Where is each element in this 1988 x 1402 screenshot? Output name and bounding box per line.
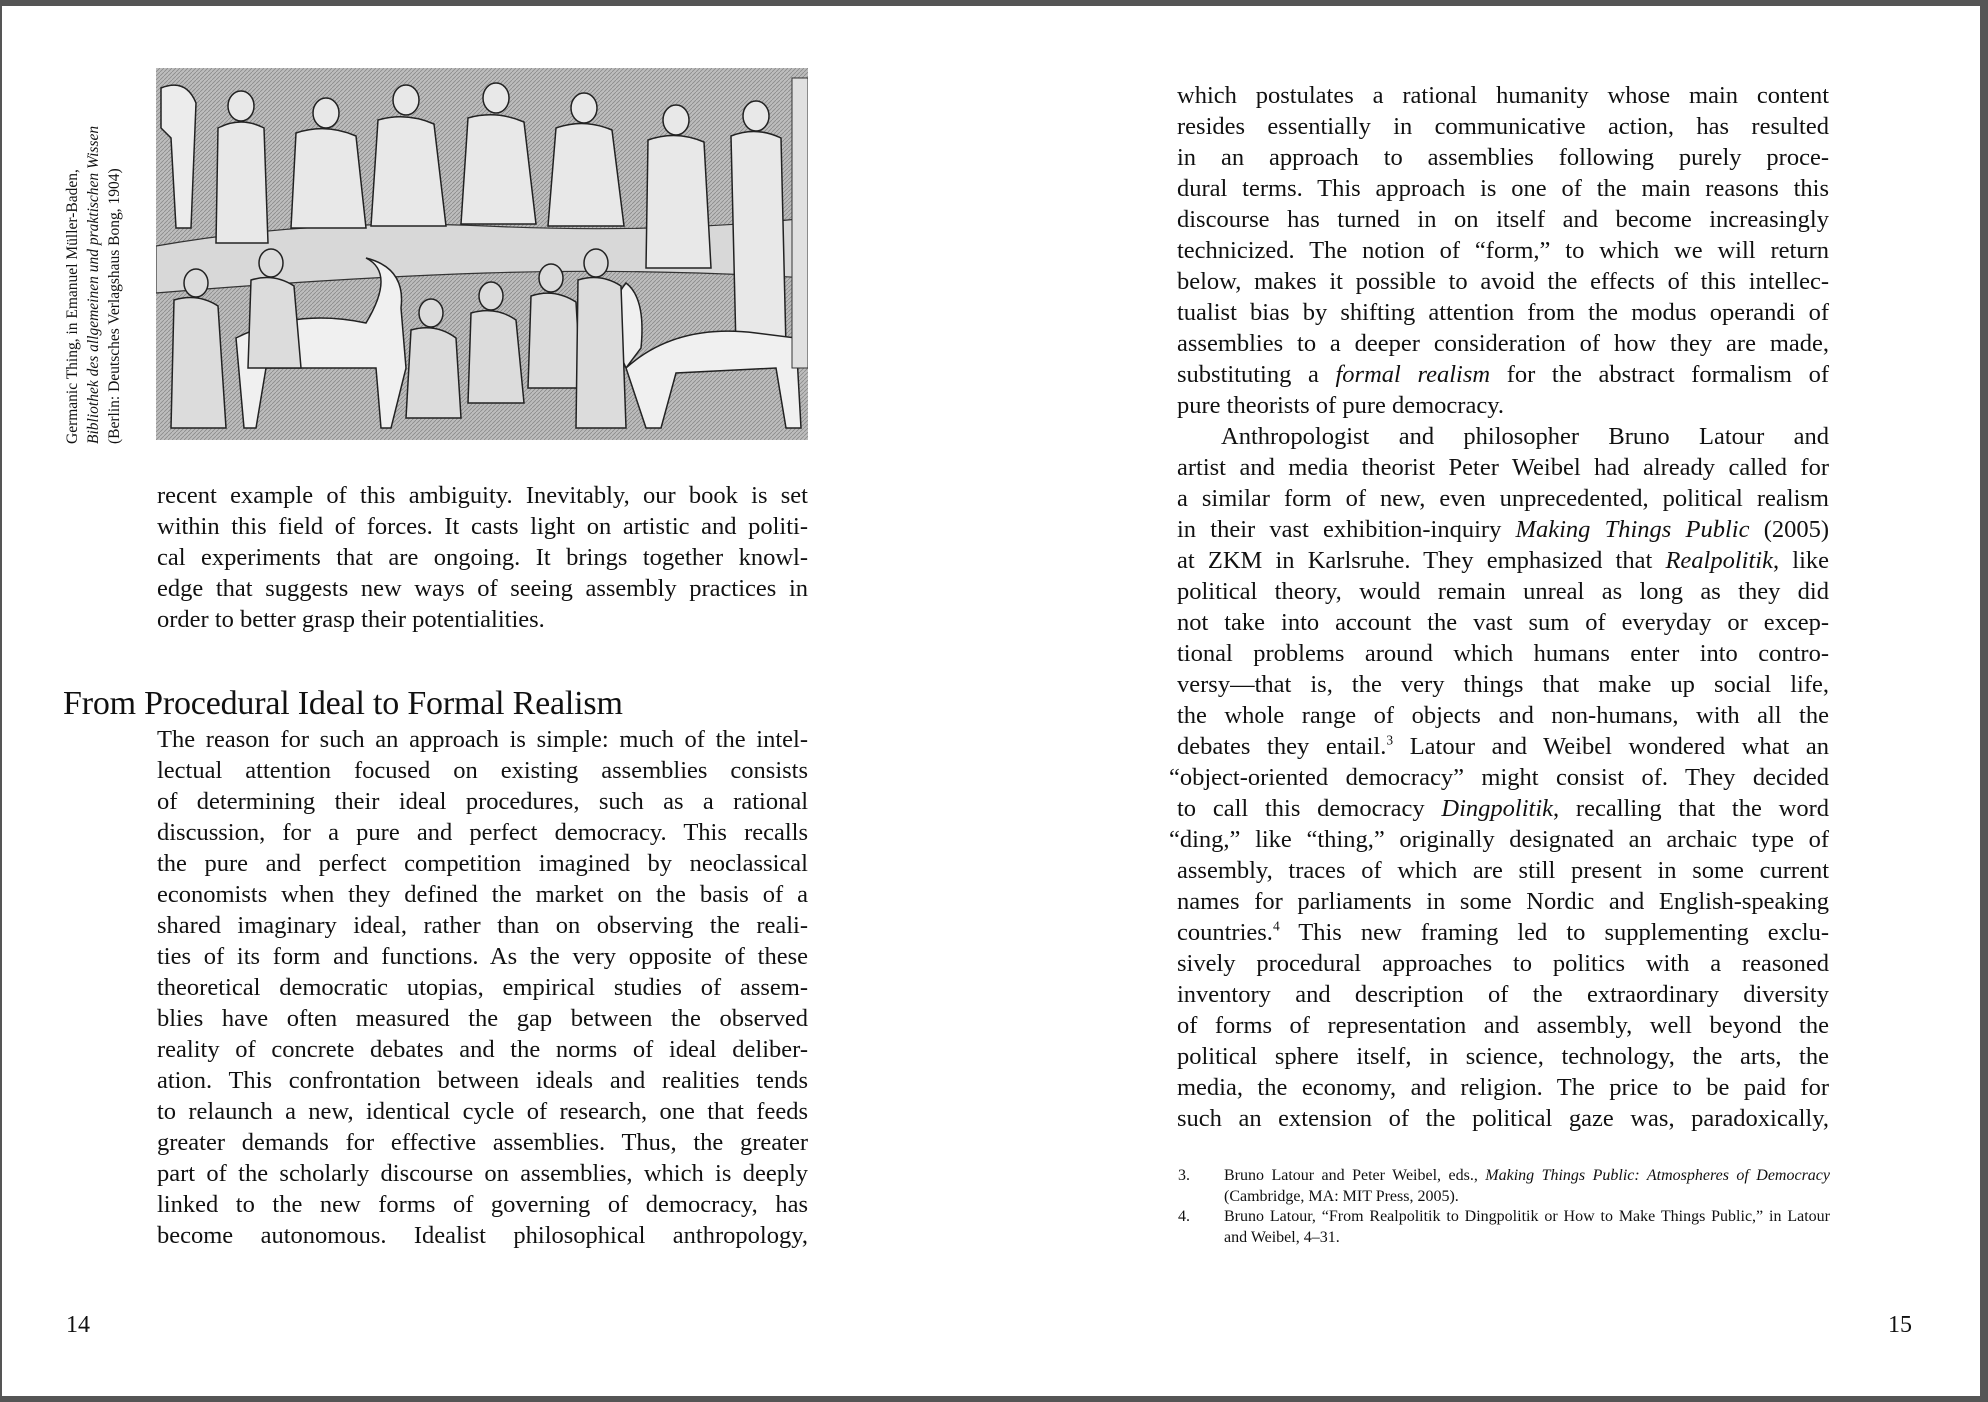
text-line: dural terms. This approach is one of the main reasons this [1177,175,1829,202]
engraving-icon [156,68,808,440]
text-line: to call this democracy Dingpolitik, recalling that the word [1177,795,1829,822]
text-line: blies have often measured the gap between the observed [157,1005,808,1032]
text-line: such an extension of the political gaze was, paradoxically, [1177,1105,1829,1132]
text-line: cal experiments that are ongoing. It brings together knowl- [157,544,808,571]
footnote-4 [1178,1207,1830,1248]
text-line: technicized. The notion of “form,” to which we will return [1177,237,1829,264]
text-line: at ZKM in Karlsruhe. They emphasized that Realpolitik, like [1177,547,1829,574]
text-line: versy—that is, the very things that make up social life, [1177,671,1829,698]
caption-line-3: (Berlin: Deutsches Verlagshaus Bong, 1904) [106,168,123,444]
text-line: “object-oriented democracy” might consist of. They decided [1169,764,1829,791]
text-line: become autonomous. Idealist philosophical anthropology, [157,1222,808,1249]
text-line: which postulates a rational humanity whose main content [1177,82,1829,109]
italic-title: Making Things Public [1515,516,1750,543]
text-line: edge that suggests new ways of seeing assembly practices in [157,575,808,602]
text-line: shared imaginary ideal, rather than on observing the reali- [157,912,808,939]
text-line: tualist bias by shifting attention from the modus operandi of [1177,299,1829,326]
text-line: The reason for such an approach is simple: much of the intel- [157,726,808,753]
book-spread [2,6,1980,1396]
footnote-text: Bruno Latour and Peter Weibel, eds., Making Things Public: Atmospheres of Democracy (Cambridge, MA: MIT Press, 2005). [1224,1167,1831,1205]
text-line: recent example of this ambiguity. Inevitably, our book is set [157,482,808,509]
text-line: to relaunch a new, identical cycle of research, one that feeds [157,1098,808,1125]
text-line: ties of its form and functions. As the very opposite of these [157,943,808,970]
section-heading: From Procedural Ideal to Formal Realism [63,685,623,723]
text-line: assemblies to a deeper consideration of how they are made, [1177,330,1829,357]
text-line: debates they entail.$^3$ Latour and Weibel wondered what an [1177,732,1829,760]
right-column-text [1169,80,1830,1134]
text-line: Anthropologist and philosopher Bruno Latour and [1221,423,1829,450]
footnote-number: 4. [1178,1208,1190,1225]
text-line: inventory and description of the extraordinary diversity [1177,981,1829,1008]
text-line: discussion, for a pure and perfect democracy. This recalls [157,819,808,846]
text-line: economists when they defined the market on the basis of a [157,881,808,908]
footnote-3 [1178,1166,1830,1207]
text-line: within this field of forces. It casts light on artistic and politi- [157,513,808,540]
intro-paragraph [157,480,808,635]
text-line: assembly, traces of which are still present in some current [1177,857,1829,884]
footnotes [1178,1166,1830,1248]
section-paragraph [157,724,808,1251]
footnote-text: Bruno Latour, “From Realpolitik to Dingpolitik or How to Make Things Public,” in Latour and Weibel, 4–31. [1224,1208,1830,1246]
text-line: “ding,” like “thing,” originally designated an archaic type of [1169,826,1829,853]
text-line: greater demands for effective assemblies. Thus, the greater [157,1129,808,1156]
text-line: part of the scholarly discourse on assemblies, which is deeply [157,1160,808,1187]
text-line: discourse has turned in on itself and become increasingly [1177,206,1829,233]
italic-term: formal realism [1335,361,1491,388]
page-number-right: 15 [1888,1312,1912,1338]
text-line: political theory, would remain unreal as long as they did [1177,578,1829,605]
text-line: pure theorists of pure democracy. [1177,392,1504,419]
text-line: tional problems around which humans enter into contro- [1177,640,1829,667]
caption-line-2: Bibliothek des allgemeinen und praktischen Wissen [85,125,102,444]
text-line: not take into account the vast sum of everyday or excep- [1177,609,1829,636]
text-line: in an approach to assemblies following purely proce- [1177,144,1829,171]
text-line: in their vast exhibition-inquiry Making Things Public (2005) [1177,516,1830,543]
engraving-image [156,68,808,440]
italic-term: Dingpolitik [1441,795,1554,822]
footnote-ref-3[interactable]: 3 [1386,732,1394,748]
text-line: names for parliaments in some Nordic and English-speaking [1177,888,1829,915]
page-number-left: 14 [66,1312,90,1338]
italic-term: Realpolitik [1665,547,1773,574]
text-line: order to better grasp their potentialities. [157,606,545,633]
text-line: reality of concrete debates and the norms of ideal deliber- [157,1036,808,1063]
caption-line-1: Germanic Thing, in Emanuel Müller-Baden, [64,169,81,444]
text-line: political sphere itself, in science, technology, the arts, the [1177,1043,1829,1070]
text-line: lectual attention focused on existing assemblies consists [157,757,808,784]
text-line: substituting a formal realism for the abstract formalism of [1177,361,1829,388]
text-line: linked to the new forms of governing of democracy, has [157,1191,808,1218]
footnote-ref-4[interactable]: 4 [1272,918,1280,934]
text-line: of forms of representation and assembly, well beyond the [1177,1012,1829,1039]
footnote-number: 3. [1178,1167,1190,1184]
text-line: resides essentially in communicative action, has resulted [1177,113,1829,140]
text-line: countries.$^4$ This new framing led to supplementing exclu- [1177,918,1829,946]
text-line: a similar form of new, even unprecedented, political realism [1177,485,1829,512]
text-line: the whole range of objects and non-humans, with all the [1177,702,1829,729]
figure-caption [62,74,125,444]
text-line: below, makes it possible to avoid the effects of this intellec- [1177,268,1829,295]
text-line: theoretical democratic utopias, empirical studies of assem- [157,974,808,1001]
text-line: the pure and perfect competition imagined by neoclassical [157,850,808,877]
text-line: ation. This confrontation between ideals and realities tends [157,1067,808,1094]
text-line: of determining their ideal procedures, such as a rational [157,788,808,815]
text-line: sively procedural approaches to politics with a reasoned [1177,950,1829,977]
text-line: artist and media theorist Peter Weibel had already called for [1177,454,1829,481]
text-line: media, the economy, and religion. The price to be paid for [1177,1074,1829,1101]
